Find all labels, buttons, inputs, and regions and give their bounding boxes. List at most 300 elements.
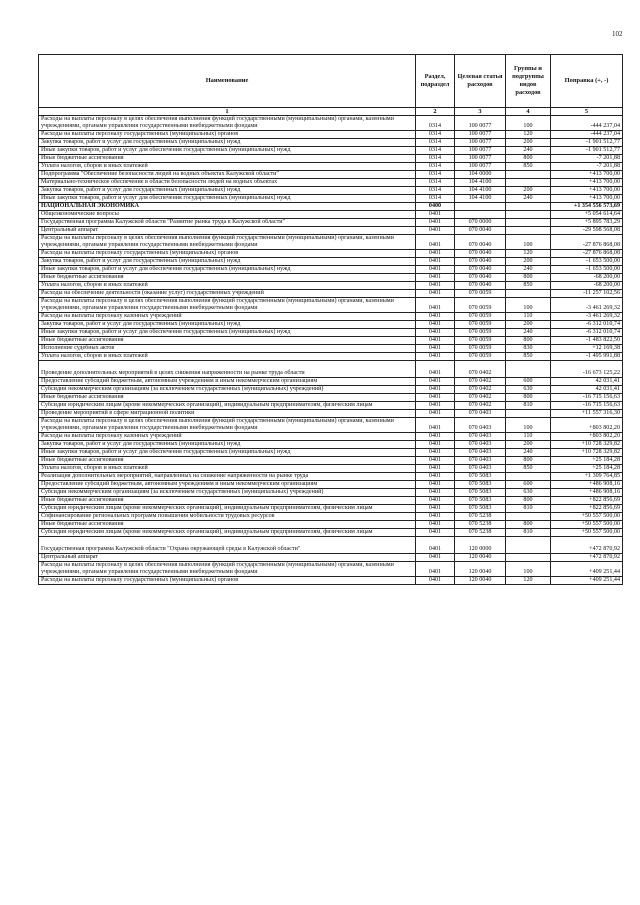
row-amendment: 42 031,41 [551, 386, 623, 394]
table-row [39, 329, 623, 337]
column-number: 2 [416, 108, 455, 116]
row-name: Расходы на выплаты персоналу в целях обеспечения выполнения функций государственными (муниципальными) органами, казенными учреждениями, органами управления государственными внебюджетными фондами [39, 116, 416, 131]
row-amendment: -7 201,88 [551, 155, 623, 163]
budget-table [38, 54, 623, 585]
table-row [39, 386, 623, 394]
row-amendment: -7 201,88 [551, 163, 623, 171]
row-name: Уплата налогов, сборов и иных платежей [39, 353, 416, 361]
table-row [39, 465, 623, 473]
table-row [39, 337, 623, 345]
row-section: 0401 [416, 321, 455, 329]
row-name: Расходы на выплаты персоналу государственных (муниципальных) органов [39, 250, 416, 258]
row-section: 0401 [416, 473, 455, 481]
row-amendment: -444 237,04 [551, 116, 623, 131]
row-amendment: -6 312 010,74 [551, 321, 623, 329]
row-article: 070 0403 [455, 433, 506, 441]
row-section: 0401 [416, 266, 455, 274]
row-group: 800 [506, 394, 551, 402]
row-section: 0401 [416, 353, 455, 361]
row-amendment: -3 461 269,32 [551, 313, 623, 321]
table-row [39, 203, 623, 211]
row-amendment: +1 309 764,85 [551, 473, 623, 481]
table-row [39, 116, 623, 131]
row-amendment: -27 876 868,08 [551, 235, 623, 250]
row-name: Государственная программа Калужской области "Охрана окружающей среды в Калужской области" [39, 537, 416, 554]
row-amendment: +5 054 614,64 [551, 211, 623, 219]
row-article: 070 0402 [455, 402, 506, 410]
row-name: Иные закупки товаров, работ и услуг для обеспечения государственных (муниципальных) нужд [39, 329, 416, 337]
table-row [39, 418, 623, 433]
row-name: Расходы на выплаты персоналу в целях обеспечения выполнения функций государственными (муниципальными) органами, казенными учреждениями, органами управления государственными внебюджетными фондами [39, 235, 416, 250]
column-number: 3 [455, 108, 506, 116]
row-group [506, 179, 551, 187]
row-article: 070 0402 [455, 361, 506, 378]
row-group: 110 [506, 433, 551, 441]
row-article [455, 203, 506, 211]
row-group [506, 203, 551, 211]
row-name: Закупка товаров, работ и услуг для государственных (муниципальных) нужд [39, 258, 416, 266]
row-article: 070 0402 [455, 378, 506, 386]
row-article: 070 0040 [455, 282, 506, 290]
row-group: 810 [506, 529, 551, 537]
table-row [39, 147, 623, 155]
row-amendment: +10 728 329,82 [551, 441, 623, 449]
row-name: Иные закупки товаров, работ и услуг для обеспечения государственных (муниципальных) нужд [39, 266, 416, 274]
header-section: Раздел, подраздел [416, 55, 455, 108]
row-amendment: -16 715 156,63 [551, 394, 623, 402]
row-amendment: -11 257 102,56 [551, 290, 623, 298]
row-amendment: +50 557 500,00 [551, 529, 623, 537]
row-name: Закупка товаров, работ и услуг для государственных (муниципальных) нужд [39, 441, 416, 449]
row-article: 070 0402 [455, 386, 506, 394]
row-article: 070 0403 [455, 465, 506, 473]
row-article: 104 0000 [455, 171, 506, 179]
row-name: Расходы на выплаты персоналу казенных учреждений [39, 433, 416, 441]
table-row [39, 211, 623, 219]
row-article: 070 0403 [455, 457, 506, 465]
row-name: Центральный аппарат [39, 227, 416, 235]
row-amendment: +413 700,00 [551, 171, 623, 179]
row-article: 070 0040 [455, 266, 506, 274]
table-row [39, 131, 623, 139]
row-group: 100 [506, 298, 551, 313]
row-amendment: -68 200,00 [551, 274, 623, 282]
table-row [39, 353, 623, 361]
row-group: 810 [506, 505, 551, 513]
table-row [39, 554, 623, 562]
row-article: 070 0040 [455, 227, 506, 235]
row-group: 830 [506, 345, 551, 353]
row-article: 070 0059 [455, 337, 506, 345]
row-name: Подпрограмма "Обеспечение безопасности людей на водных объектах Калужской области" [39, 171, 416, 179]
row-section: 0401 [416, 537, 455, 554]
row-article: 104 4100 [455, 195, 506, 203]
row-article: 120 0040 [455, 554, 506, 562]
row-group: 800 [506, 457, 551, 465]
table-row [39, 258, 623, 266]
row-section: 0314 [416, 171, 455, 179]
row-group [506, 171, 551, 179]
row-section: 0401 [416, 258, 455, 266]
row-amendment: +25 184,28 [551, 457, 623, 465]
row-section: 0314 [416, 155, 455, 163]
row-amendment: -1 653 500,00 [551, 258, 623, 266]
row-section: 0401 [416, 250, 455, 258]
row-group [506, 361, 551, 378]
row-article: 100 0077 [455, 116, 506, 131]
row-section: 0401 [416, 282, 455, 290]
row-article: 100 0077 [455, 131, 506, 139]
row-amendment: 42 031,41 [551, 378, 623, 386]
row-section: 0401 [416, 313, 455, 321]
row-name: Уплата налогов, сборов и иных платежей [39, 465, 416, 473]
row-article: 070 0403 [455, 418, 506, 433]
row-group: 200 [506, 321, 551, 329]
table-row [39, 457, 623, 465]
row-amendment: +413 700,00 [551, 187, 623, 195]
row-amendment: +50 557 500,00 [551, 521, 623, 529]
row-section: 0314 [416, 195, 455, 203]
row-name: Иные бюджетные ассигнования [39, 457, 416, 465]
row-group [506, 537, 551, 554]
row-group [506, 513, 551, 521]
row-amendment: -1 483 822,50 [551, 337, 623, 345]
row-name: Расходы на выплаты персоналу казенных учреждений [39, 313, 416, 321]
row-group: 120 [506, 250, 551, 258]
row-group: 240 [506, 266, 551, 274]
row-name: Реализация дополнительных мероприятий, направленных на снижение напряженности на рынке труда [39, 473, 416, 481]
row-article: 070 0059 [455, 345, 506, 353]
row-group: 240 [506, 329, 551, 337]
row-amendment: +486 908,16 [551, 481, 623, 489]
row-section: 0314 [416, 179, 455, 187]
row-name: Уплата налогов, сборов и иных платежей [39, 163, 416, 171]
row-amendment: -16 673 125,22 [551, 361, 623, 378]
row-amendment: -1 495 991,88 [551, 353, 623, 361]
row-section: 0401 [416, 402, 455, 410]
row-name: Иные бюджетные ассигнования [39, 274, 416, 282]
table-row [39, 227, 623, 235]
row-group: 800 [506, 521, 551, 529]
row-section: 0401 [416, 235, 455, 250]
table-row [39, 577, 623, 585]
table-row [39, 449, 623, 457]
row-amendment: +413 700,00 [551, 179, 623, 187]
row-name: Иные бюджетные ассигнования [39, 155, 416, 163]
row-amendment: +822 856,69 [551, 497, 623, 505]
row-group: 200 [506, 139, 551, 147]
row-section: 0400 [416, 203, 455, 211]
table-row [39, 163, 623, 171]
row-section: 0401 [416, 298, 455, 313]
row-group: 200 [506, 258, 551, 266]
table-row [39, 155, 623, 163]
table-row [39, 321, 623, 329]
row-article: 100 0077 [455, 147, 506, 155]
row-name: Закупка товаров, работ и услуг для государственных (муниципальных) нужд [39, 187, 416, 195]
row-amendment: +50 557 500,00 [551, 513, 623, 521]
row-name: Субсидии некоммерческим организациям (за исключением государственных (муниципальных) учреждений) [39, 489, 416, 497]
row-amendment: +472 870,92 [551, 537, 623, 554]
row-name: Центральный аппарат [39, 554, 416, 562]
row-name: Уплата налогов, сборов и иных платежей [39, 282, 416, 290]
table-row [39, 529, 623, 537]
row-section: 0401 [416, 521, 455, 529]
table-row [39, 441, 623, 449]
table-row [39, 139, 623, 147]
row-section: 0314 [416, 139, 455, 147]
table-row [39, 290, 623, 298]
table-row [39, 171, 623, 179]
row-amendment: +803 802,20 [551, 433, 623, 441]
row-name: Закупка товаров, работ и услуг для государственных (муниципальных) нужд [39, 321, 416, 329]
row-section: 0401 [416, 290, 455, 298]
row-amendment: +11 557 316,30 [551, 410, 623, 418]
table-row [39, 282, 623, 290]
table-row [39, 179, 623, 187]
table-row [39, 473, 623, 481]
row-article: 070 0040 [455, 235, 506, 250]
row-article: 070 5238 [455, 513, 506, 521]
row-article: 070 0040 [455, 258, 506, 266]
row-amendment: -29 598 568,08 [551, 227, 623, 235]
row-group: 100 [506, 235, 551, 250]
table-row [39, 481, 623, 489]
row-section: 0401 [416, 433, 455, 441]
row-section: 0314 [416, 187, 455, 195]
table-row [39, 219, 623, 227]
row-amendment: -444 237,04 [551, 131, 623, 139]
row-article [455, 211, 506, 219]
row-group: 800 [506, 497, 551, 505]
row-section: 0401 [416, 361, 455, 378]
row-article: 100 0077 [455, 163, 506, 171]
row-article: 120 0040 [455, 577, 506, 585]
row-name: Иные закупки товаров, работ и услуг для обеспечения государственных (муниципальных) нужд [39, 449, 416, 457]
row-name: Расходы на выплаты персоналу государственных (муниципальных) органов [39, 577, 416, 585]
table-row [39, 402, 623, 410]
row-group: 240 [506, 449, 551, 457]
row-name: Субсидии юридическим лицам (кроме некоммерческих организаций), индивидуальным предпринимателям, физическим лицам [39, 402, 416, 410]
row-name: Расходы на выплаты персоналу в целях обеспечения выполнения функций государственными (муниципальными) органами, казенными учреждениями, органами управления государственными внебюджетными фондами [39, 562, 416, 577]
table-row [39, 505, 623, 513]
row-amendment: +822 856,69 [551, 505, 623, 513]
row-group [506, 219, 551, 227]
row-article: 070 0403 [455, 410, 506, 418]
row-article: 120 0040 [455, 562, 506, 577]
row-section: 0401 [416, 481, 455, 489]
row-section: 0401 [416, 219, 455, 227]
row-group: 240 [506, 195, 551, 203]
page-number: 102 [612, 30, 623, 38]
row-name: Субсидии юридическим лицам (кроме некоммерческих организаций), индивидуальным предпринимателям, физическим лицам [39, 529, 416, 537]
row-article: 070 5083 [455, 489, 506, 497]
row-section: 0314 [416, 116, 455, 131]
row-name: Проведение мероприятий в сфере миграционной политики [39, 410, 416, 418]
row-section: 0401 [416, 329, 455, 337]
row-section: 0401 [416, 378, 455, 386]
header-name: Наименование [39, 55, 416, 108]
table-row [39, 195, 623, 203]
row-article: 070 0059 [455, 321, 506, 329]
row-group: 810 [506, 402, 551, 410]
table-row [39, 378, 623, 386]
table-row [39, 361, 623, 378]
row-section: 0401 [416, 337, 455, 345]
row-name: Общеэкономические вопросы [39, 211, 416, 219]
row-section: 0314 [416, 131, 455, 139]
row-section: 0401 [416, 497, 455, 505]
row-name: Материально-техническое обеспечение в области безопасности людей на водных объектах [39, 179, 416, 187]
row-group: 600 [506, 481, 551, 489]
row-group: 850 [506, 465, 551, 473]
row-article: 070 5238 [455, 521, 506, 529]
row-amendment: +1 354 556 573,69 [551, 203, 623, 211]
row-article: 100 0077 [455, 139, 506, 147]
row-article: 104 4100 [455, 179, 506, 187]
row-name: Софинансирование региональных программ повышения мобильности трудовых ресурсов [39, 513, 416, 521]
row-name: Иные бюджетные ассигнования [39, 337, 416, 345]
row-name: Иные бюджетные ассигнования [39, 394, 416, 402]
row-section: 0401 [416, 345, 455, 353]
row-group: 850 [506, 282, 551, 290]
row-article: 070 0059 [455, 353, 506, 361]
table-row [39, 537, 623, 554]
row-group: 800 [506, 337, 551, 345]
row-section: 0401 [416, 211, 455, 219]
table-row [39, 521, 623, 529]
row-article: 070 0059 [455, 290, 506, 298]
row-name: Иные бюджетные ассигнования [39, 521, 416, 529]
row-section: 0401 [416, 529, 455, 537]
row-section: 0401 [416, 394, 455, 402]
row-group: 850 [506, 163, 551, 171]
row-section: 0401 [416, 441, 455, 449]
row-article: 070 0000 [455, 219, 506, 227]
table-row [39, 274, 623, 282]
row-article: 070 0059 [455, 298, 506, 313]
row-article: 070 0403 [455, 441, 506, 449]
table-row [39, 313, 623, 321]
column-number-row [39, 108, 623, 116]
row-section: 0401 [416, 227, 455, 235]
row-amendment: -3 461 269,32 [551, 298, 623, 313]
row-name: Проведение дополнительных мероприятий в целях снижения напряженности на рынке труда области [39, 361, 416, 378]
row-name: Субсидии юридическим лицам (кроме некоммерческих организаций), индивидуальным предпринимателям, физическим лицам [39, 505, 416, 513]
row-section: 0401 [416, 410, 455, 418]
row-name: НАЦИОНАЛЬНАЯ ЭКОНОМИКА [39, 203, 416, 211]
row-amendment: +5 895 783,29 [551, 219, 623, 227]
row-name: Расходы на выплаты персоналу в целях обеспечения выполнения функций государственными (муниципальными) органами, казенными учреждениями, органами управления государственными внебюджетными фондами [39, 298, 416, 313]
row-section: 0401 [416, 418, 455, 433]
table-row [39, 394, 623, 402]
row-group: 630 [506, 489, 551, 497]
row-group [506, 211, 551, 219]
row-amendment: +409 251,44 [551, 577, 623, 585]
row-article: 070 0403 [455, 449, 506, 457]
row-group: 850 [506, 353, 551, 361]
row-group: 200 [506, 441, 551, 449]
table-row [39, 235, 623, 250]
table-row [39, 433, 623, 441]
header-group: Группы и подгруппы видов расходов [506, 55, 551, 108]
row-article: 070 0402 [455, 394, 506, 402]
row-amendment: +409 251,44 [551, 562, 623, 577]
row-group [506, 410, 551, 418]
row-section: 0401 [416, 562, 455, 577]
row-section: 0401 [416, 449, 455, 457]
row-group: 100 [506, 562, 551, 577]
header-article: Целевая статья расходов [455, 55, 506, 108]
table-row [39, 497, 623, 505]
row-article: 070 5238 [455, 529, 506, 537]
row-name: Иные бюджетные ассигнования [39, 497, 416, 505]
row-amendment: +486 908,16 [551, 489, 623, 497]
row-amendment: +25 184,28 [551, 465, 623, 473]
row-section: 0401 [416, 577, 455, 585]
table-row [39, 410, 623, 418]
row-group: 630 [506, 386, 551, 394]
row-article: 070 0059 [455, 329, 506, 337]
row-section: 0401 [416, 505, 455, 513]
row-group: 800 [506, 155, 551, 163]
row-group: 800 [506, 274, 551, 282]
row-group: 600 [506, 378, 551, 386]
row-section: 0401 [416, 489, 455, 497]
table-body [39, 116, 623, 585]
row-group: 110 [506, 313, 551, 321]
table-row [39, 298, 623, 313]
row-name: Расходы на обеспечение деятельности (оказание услуг) государственных учреждений [39, 290, 416, 298]
row-amendment: -1 901 512,77 [551, 139, 623, 147]
row-group [506, 554, 551, 562]
row-group: 200 [506, 187, 551, 195]
row-group: 120 [506, 577, 551, 585]
row-name: Расходы на выплаты персоналу государственных (муниципальных) органов [39, 131, 416, 139]
row-article: 070 5083 [455, 481, 506, 489]
header-amendment: Поправка (+, -) [551, 55, 623, 108]
row-section: 0401 [416, 513, 455, 521]
row-amendment: +472 870,92 [551, 554, 623, 562]
row-article: 070 0040 [455, 274, 506, 282]
row-name: Исполнение судебных актов [39, 345, 416, 353]
row-group: 100 [506, 116, 551, 131]
row-amendment: -6 312 010,74 [551, 329, 623, 337]
row-group: 120 [506, 131, 551, 139]
row-amendment: +10 728 329,82 [551, 449, 623, 457]
row-group [506, 290, 551, 298]
row-section: 0401 [416, 386, 455, 394]
row-group: 240 [506, 147, 551, 155]
row-article: 070 0059 [455, 313, 506, 321]
table-row [39, 250, 623, 258]
row-article: 070 5083 [455, 505, 506, 513]
table-row [39, 489, 623, 497]
row-section: 0401 [416, 554, 455, 562]
column-number: 4 [506, 108, 551, 116]
table-row [39, 266, 623, 274]
row-amendment: -68 200,00 [551, 282, 623, 290]
row-article: 070 5083 [455, 473, 506, 481]
row-amendment: +803 802,20 [551, 418, 623, 433]
row-amendment: -16 715 156,63 [551, 402, 623, 410]
row-section: 0401 [416, 457, 455, 465]
row-article: 070 5083 [455, 497, 506, 505]
row-group: 100 [506, 418, 551, 433]
row-group [506, 227, 551, 235]
row-name: Расходы на выплаты персоналу в целях обеспечения выполнения функций государственными (муниципальными) органами, казенными учреждениями, органами управления государственными внебюджетными фондами [39, 418, 416, 433]
row-article: 070 0040 [455, 250, 506, 258]
